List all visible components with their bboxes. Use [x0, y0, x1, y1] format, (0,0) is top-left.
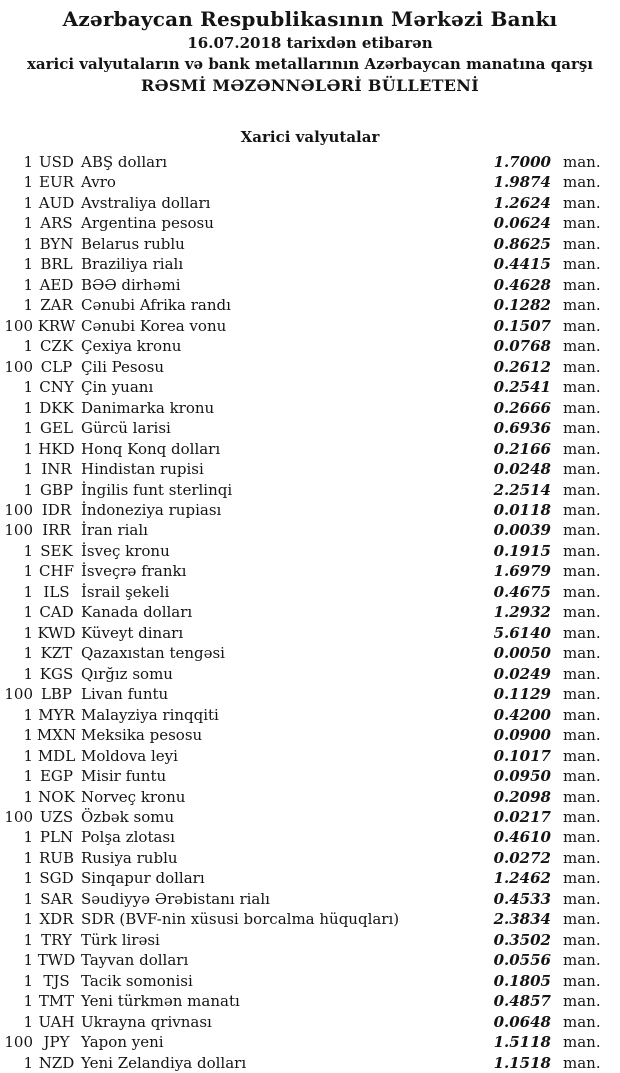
currency-code: MXN — [36, 726, 77, 745]
nominal-quantity: 1 — [23, 664, 33, 683]
rate-value: 0.4675 — [493, 582, 551, 601]
rate-unit: man. — [563, 193, 601, 212]
nominal-quantity: 1 — [23, 419, 33, 438]
rate-unit: man. — [563, 398, 601, 417]
rate-value: 0.2098 — [493, 787, 551, 806]
currency-name: Çexiya kronu — [81, 337, 182, 356]
currency-name: Livan funtu — [81, 685, 169, 704]
currency-row — [0, 172, 620, 192]
rate-unit: man. — [563, 255, 601, 274]
nominal-quantity: 1 — [23, 173, 33, 192]
rate-unit: man. — [563, 889, 601, 908]
currency-code: EUR — [39, 173, 74, 192]
currency-row — [0, 336, 620, 356]
currency-name: İran rialı — [81, 521, 148, 540]
currency-name: Moldova leyi — [81, 746, 178, 765]
currency-code: JPY — [43, 1033, 70, 1052]
currency-name: Özbək somu — [81, 808, 175, 826]
rate-value: 0.0039 — [493, 521, 551, 540]
currency-name: Yeni Zelandiya dolları — [81, 1053, 247, 1072]
currency-code: BYN — [39, 234, 74, 253]
currency-row — [0, 1053, 620, 1073]
rate-unit: man. — [563, 1053, 601, 1072]
rate-value: 0.1282 — [493, 296, 551, 315]
currency-code: RUB — [39, 848, 74, 867]
bulletin-header — [0, 0, 620, 97]
currency-name: ABŞ dolları — [81, 153, 168, 171]
currency-code: XDR — [39, 910, 74, 929]
currency-code: KRW — [37, 316, 76, 335]
currency-row — [0, 643, 620, 663]
currency-code: HKD — [38, 439, 75, 458]
currency-row — [0, 807, 620, 827]
rate-value: 2.2514 — [493, 480, 551, 499]
currency-code: GEL — [40, 419, 73, 438]
currency-name: Avstraliya dolları — [81, 193, 211, 212]
currency-row — [0, 602, 620, 622]
rate-unit: man. — [563, 582, 601, 601]
rate-unit: man. — [563, 603, 601, 622]
nominal-quantity: 1 — [23, 337, 33, 356]
nominal-quantity: 1 — [23, 623, 33, 642]
currency-name: Braziliya rialı — [81, 255, 184, 274]
currency-row — [0, 930, 620, 950]
currency-code: ARS — [40, 214, 73, 233]
currency-code: CZK — [39, 337, 74, 356]
nominal-quantity: 100 — [4, 316, 33, 335]
currency-name: Türk lirəsi — [81, 930, 160, 949]
rate-value: 0.6936 — [493, 419, 551, 438]
currency-row — [0, 541, 620, 561]
rate-unit: man. — [563, 214, 601, 233]
currency-row — [0, 582, 620, 602]
currency-code: KWD — [37, 623, 76, 642]
rate-unit: man. — [563, 541, 601, 560]
currency-name: Yapon yeni — [81, 1033, 164, 1052]
currency-name: Küveyt dinarı — [81, 623, 184, 642]
rate-value: 1.2932 — [493, 603, 551, 622]
currency-code: LBP — [40, 685, 73, 704]
rate-value: 1.2462 — [493, 869, 551, 888]
rate-value: 0.0950 — [493, 767, 551, 786]
currency-code: SEK — [40, 541, 73, 560]
rate-unit: man. — [563, 644, 601, 663]
currency-name: BƏƏ dirhəmi — [81, 275, 181, 294]
nominal-quantity: 1 — [23, 992, 33, 1011]
rate-value: 0.0118 — [493, 500, 551, 519]
nominal-quantity: 100 — [4, 808, 33, 826]
currency-row — [0, 152, 620, 172]
nominal-quantity: 1 — [23, 726, 33, 745]
rate-unit: man. — [563, 419, 601, 438]
nominal-quantity: 1 — [23, 787, 33, 806]
nominal-quantity: 1 — [23, 910, 33, 929]
nominal-quantity: 1 — [23, 889, 33, 908]
rate-unit: man. — [563, 153, 601, 171]
currency-row — [0, 418, 620, 438]
nominal-quantity: 1 — [23, 541, 33, 560]
currency-code: TJS — [43, 971, 70, 990]
rate-unit: man. — [563, 500, 601, 519]
rate-value: 0.2541 — [493, 378, 551, 397]
currency-code: TRY — [41, 930, 72, 949]
currency-code: CLP — [40, 357, 73, 376]
currency-row — [0, 705, 620, 725]
nominal-quantity: 1 — [23, 398, 33, 417]
currency-code: CHF — [39, 562, 74, 581]
currency-row — [0, 623, 620, 643]
nominal-quantity: 1 — [23, 439, 33, 458]
currency-row — [0, 950, 620, 970]
currency-code: AUD — [38, 193, 75, 212]
currency-code: ILS — [43, 582, 70, 601]
rate-unit: man. — [563, 378, 601, 397]
rate-value: 2.3834 — [493, 910, 551, 929]
rate-unit: man. — [563, 992, 601, 1011]
currency-name: Honq Konq dolları — [81, 439, 221, 458]
rate-unit: man. — [563, 869, 601, 888]
nominal-quantity: 1 — [23, 705, 33, 724]
nominal-quantity: 100 — [4, 685, 33, 704]
rate-value: 0.0050 — [493, 644, 551, 663]
nominal-quantity: 1 — [23, 603, 33, 622]
rate-value: 0.2666 — [493, 398, 551, 417]
nominal-quantity: 1 — [23, 848, 33, 867]
effective-date-line: 16.07.2018 tarixdən etibarən — [187, 34, 433, 52]
currency-row — [0, 868, 620, 888]
currency-name: Çili Pesosu — [81, 357, 165, 376]
currency-name: Norveç kronu — [81, 787, 186, 806]
currency-code: BRL — [40, 255, 73, 274]
currency-row — [0, 439, 620, 459]
currency-row — [0, 357, 620, 377]
currency-name: Rusiya rublu — [81, 848, 178, 867]
rate-value: 0.4857 — [493, 992, 551, 1011]
rate-unit: man. — [563, 623, 601, 642]
rate-unit: man. — [563, 910, 601, 929]
rate-value: 0.4610 — [493, 828, 551, 847]
rate-value: 0.0624 — [493, 214, 551, 233]
currency-code: CAD — [39, 603, 74, 622]
rate-unit: man. — [563, 521, 601, 540]
nominal-quantity: 1 — [23, 214, 33, 233]
rate-unit: man. — [563, 787, 601, 806]
currency-code: KGS — [39, 664, 74, 683]
currency-name: Qırğız somu — [81, 664, 173, 683]
currency-code: UAH — [38, 1012, 75, 1031]
nominal-quantity: 1 — [23, 1053, 33, 1072]
rate-value: 0.2166 — [493, 439, 551, 458]
rate-unit: man. — [563, 480, 601, 499]
rate-unit: man. — [563, 234, 601, 253]
currency-row — [0, 561, 620, 581]
currency-code: USD — [39, 153, 74, 171]
currency-name: Meksika pesosu — [81, 726, 203, 745]
rate-value: 0.0249 — [493, 664, 551, 683]
rate-value: 0.0648 — [493, 1012, 551, 1031]
nominal-quantity: 100 — [4, 357, 33, 376]
bank-title: Azərbaycan Respublikasının Mərkəzi Bankı — [62, 7, 558, 31]
currency-row — [0, 398, 620, 418]
currency-row — [0, 193, 620, 213]
currency-code: MDL — [37, 746, 76, 765]
rate-unit: man. — [563, 275, 601, 294]
currency-name: Gürcü larisi — [81, 419, 171, 438]
rate-unit: man. — [563, 930, 601, 949]
rate-value: 0.1129 — [493, 685, 551, 704]
currency-row — [0, 1032, 620, 1052]
currency-code: DKK — [39, 398, 74, 417]
nominal-quantity: 1 — [23, 378, 33, 397]
currency-code: UZS — [39, 808, 74, 826]
nominal-quantity: 1 — [23, 460, 33, 479]
nominal-quantity: 1 — [23, 767, 33, 786]
currency-code: SGD — [39, 869, 74, 888]
rate-value: 1.2624 — [493, 193, 551, 212]
currency-name: Qazaxıstan tengəsi — [81, 644, 225, 663]
rate-value: 0.0556 — [493, 951, 551, 970]
currency-code: INR — [41, 460, 72, 479]
rate-value: 0.8625 — [493, 234, 551, 253]
rate-unit: man. — [563, 562, 601, 581]
currency-row — [0, 213, 620, 233]
currency-name: Avro — [81, 173, 116, 192]
currency-code: GBP — [39, 480, 74, 499]
currency-row — [0, 848, 620, 868]
currency-row — [0, 1012, 620, 1032]
currency-code: KZT — [40, 644, 73, 663]
currency-code: IRR — [42, 521, 71, 540]
rate-unit: man. — [563, 316, 601, 335]
nominal-quantity: 1 — [23, 971, 33, 990]
rate-value: 0.1805 — [493, 971, 551, 990]
currency-row — [0, 480, 620, 500]
currency-name: İndoneziya rupiası — [81, 500, 222, 519]
currency-row — [0, 746, 620, 766]
currency-code: SAR — [40, 889, 73, 908]
rate-unit: man. — [563, 705, 601, 724]
currency-name: Tayvan dolları — [81, 951, 189, 970]
currency-name: Belarus rublu — [81, 234, 185, 253]
currency-name: Çin yuanı — [81, 378, 154, 397]
nominal-quantity: 1 — [23, 193, 33, 212]
currency-row — [0, 971, 620, 991]
currency-row — [0, 889, 620, 909]
currency-row — [0, 234, 620, 254]
rate-value: 1.9874 — [493, 173, 551, 192]
currency-name: Malayziya rinqqiti — [81, 705, 219, 724]
rate-value: 0.0248 — [493, 460, 551, 479]
currency-rates-table — [0, 152, 620, 1073]
currency-name: Səudiyyə Ərəbistanı rialı — [81, 889, 270, 908]
currency-name: SDR (BVF-nin xüsusi borcalma hüquqları) — [81, 910, 400, 929]
currency-name: Argentina pesosu — [81, 214, 214, 233]
rate-unit: man. — [563, 439, 601, 458]
currency-row — [0, 295, 620, 315]
currency-code: MYR — [38, 705, 75, 724]
currency-name: Misir funtu — [81, 767, 167, 786]
currency-code: ZAR — [40, 296, 73, 315]
currency-row — [0, 275, 620, 295]
currency-code: EGP — [39, 767, 74, 786]
rate-value: 0.0768 — [493, 337, 551, 356]
currency-code: TMT — [38, 992, 75, 1011]
nominal-quantity: 1 — [23, 153, 33, 171]
currency-row — [0, 520, 620, 540]
rate-value: 0.4533 — [493, 889, 551, 908]
currency-row — [0, 991, 620, 1011]
nominal-quantity: 1 — [23, 828, 33, 847]
currency-code: TWD — [37, 951, 76, 970]
nominal-quantity: 1 — [23, 296, 33, 315]
rate-unit: man. — [563, 664, 601, 683]
nominal-quantity: 1 — [23, 275, 33, 294]
currency-name: İsveç kronu — [81, 541, 170, 560]
nominal-quantity: 1 — [23, 644, 33, 663]
bulletin-title: RƏSMİ MƏZƏNNƏLƏRİ BÜLLETENİ — [140, 76, 480, 95]
currency-name: Polşa zlotası — [81, 828, 175, 847]
nominal-quantity: 1 — [23, 1012, 33, 1031]
currency-row — [0, 254, 620, 274]
rate-value: 0.2612 — [493, 357, 551, 376]
currency-name: Tacik somonisi — [81, 971, 193, 990]
currency-name: Ukrayna qrivnası — [81, 1012, 212, 1031]
nominal-quantity: 1 — [23, 951, 33, 970]
currency-row — [0, 787, 620, 807]
rate-value: 0.3502 — [493, 930, 551, 949]
rate-value: 0.4415 — [493, 255, 551, 274]
rate-unit: man. — [563, 357, 601, 376]
rate-value: 0.1915 — [493, 541, 551, 560]
currency-code: AED — [39, 275, 74, 294]
nominal-quantity: 1 — [23, 582, 33, 601]
currency-code: PLN — [39, 828, 74, 847]
rate-unit: man. — [563, 767, 601, 786]
rate-value: 0.0272 — [493, 848, 551, 867]
currency-name: Sinqapur dolları — [81, 869, 205, 888]
currency-row — [0, 664, 620, 684]
currency-code: IDR — [41, 500, 72, 519]
rate-value: 5.6140 — [493, 623, 551, 642]
rate-value: 0.4200 — [493, 705, 551, 724]
rate-value: 0.1507 — [493, 316, 551, 335]
currency-code: NZD — [38, 1053, 75, 1072]
currency-name: Cənubi Korea vonu — [81, 316, 227, 335]
nominal-quantity: 1 — [23, 255, 33, 274]
nominal-quantity: 1 — [23, 869, 33, 888]
scope-line: xarici valyutaların və bank metallarının Azərbaycan manatına qarşı — [26, 55, 594, 73]
currency-row — [0, 827, 620, 847]
rate-unit: man. — [563, 1033, 601, 1052]
currency-name: İsrail şekeli — [81, 582, 170, 601]
currency-name: İngilis funt sterlinqi — [81, 480, 233, 499]
currency-row — [0, 684, 620, 704]
rate-unit: man. — [563, 971, 601, 990]
rate-value: 0.0900 — [493, 726, 551, 745]
currency-name: Yeni türkmən manatı — [81, 992, 240, 1011]
rate-unit: man. — [563, 951, 601, 970]
currency-row — [0, 500, 620, 520]
nominal-quantity: 1 — [23, 930, 33, 949]
nominal-quantity: 100 — [4, 521, 33, 540]
nominal-quantity: 1 — [23, 234, 33, 253]
rate-value: 0.4628 — [493, 275, 551, 294]
rate-value: 0.0217 — [493, 808, 551, 826]
currency-code: NOK — [38, 787, 75, 806]
currency-name: İsveçrə frankı — [81, 562, 187, 581]
currency-row — [0, 766, 620, 786]
rate-value: 1.1518 — [493, 1053, 551, 1072]
nominal-quantity: 1 — [23, 746, 33, 765]
rate-unit: man. — [563, 685, 601, 704]
currency-name: Hindistan rupisi — [81, 460, 204, 479]
currency-row — [0, 316, 620, 336]
currency-row — [0, 909, 620, 929]
rate-unit: man. — [563, 460, 601, 479]
currency-name: Danimarka kronu — [81, 398, 215, 417]
rate-unit: man. — [563, 296, 601, 315]
rate-unit: man. — [563, 808, 601, 826]
rate-unit: man. — [563, 173, 601, 192]
rate-unit: man. — [563, 848, 601, 867]
rate-value: 1.7000 — [493, 153, 551, 171]
currency-code: CNY — [39, 378, 74, 397]
nominal-quantity: 1 — [23, 562, 33, 581]
rate-unit: man. — [563, 746, 601, 765]
currency-row — [0, 377, 620, 397]
section-title-foreign-currencies: Xarici valyutalar — [240, 128, 380, 146]
currency-row — [0, 725, 620, 745]
nominal-quantity: 1 — [23, 480, 33, 499]
rate-value: 1.6979 — [493, 562, 551, 581]
rate-value: 1.5118 — [493, 1033, 551, 1052]
nominal-quantity: 100 — [4, 1033, 33, 1052]
rate-unit: man. — [563, 828, 601, 847]
rate-value: 0.1017 — [493, 746, 551, 765]
currency-name: Kanada dolları — [81, 603, 193, 622]
rate-unit: man. — [563, 1012, 601, 1031]
currency-row — [0, 459, 620, 479]
rate-unit: man. — [563, 726, 601, 745]
nominal-quantity: 100 — [4, 500, 33, 519]
rate-unit: man. — [563, 337, 601, 356]
currency-name: Cənubi Afrika randı — [81, 296, 231, 315]
